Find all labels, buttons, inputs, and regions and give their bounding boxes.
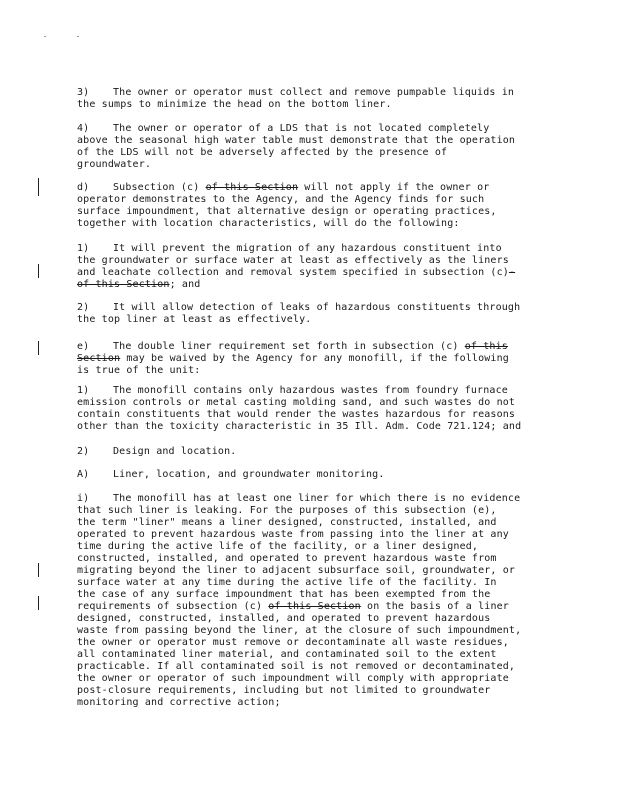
text-line (77, 517, 547, 529)
text-line (77, 218, 547, 230)
struck-text: of this (464, 341, 508, 352)
text-segment: on the basis of a liner (360, 601, 509, 612)
paragraph (77, 469, 547, 481)
paragraph (77, 385, 547, 433)
text-segment: operator demonstrates to the Agency, and the Agency finds for such (77, 194, 485, 205)
text-line (77, 194, 547, 206)
text-line (77, 589, 547, 601)
text-line (77, 365, 547, 377)
text-segment: of the LDS will not be adversely affected by the presence of (77, 147, 448, 158)
text-segment: monitoring and corrective action; (77, 697, 281, 708)
text-line (77, 446, 547, 458)
text-segment: will not apply if the owner or (298, 182, 490, 193)
revision-bar (38, 178, 39, 196)
paragraph (77, 446, 547, 458)
text-segment: that such liner is leaking. For the purposes of this subsection (e), (77, 505, 497, 516)
struck-text: - (508, 267, 516, 278)
text-line (77, 397, 547, 409)
text-segment: and leachate collection and removal system specified in subsection (c) (77, 267, 509, 278)
revision-bar (38, 264, 39, 278)
text-segment: The owner or operator of a LDS that is not located completely (113, 123, 490, 134)
text-line (77, 685, 547, 697)
revision-bar (38, 563, 39, 577)
text-segment: The double liner requirement set forth in subsection (c) (113, 341, 465, 352)
paragraph-number: A) (77, 469, 90, 480)
text-segment: Liner, location, and groundwater monitoring. (113, 469, 385, 480)
text-line (77, 553, 547, 565)
text-line (77, 601, 547, 613)
paragraph-number: 2) (77, 302, 90, 313)
text-segment: constructed, installed, and operated to prevent hazardous waste from (77, 553, 497, 564)
text-segment: time during the active life of the facility, or a liner designed, (77, 541, 479, 552)
text-line (77, 529, 547, 541)
paragraph (77, 123, 547, 171)
text-line (77, 661, 547, 673)
text-segment: post-closure requirements, including but not limited to groundwater (77, 685, 491, 696)
paragraph (77, 243, 547, 291)
text-line (77, 505, 547, 517)
text-line (77, 267, 547, 279)
paragraph-number: 3) (77, 87, 90, 98)
text-segment: surface impoundment, that alternative design or operating practices, (77, 206, 497, 217)
text-segment: requirements of subsection (c) (77, 601, 269, 612)
paragraph-number: 1) (77, 243, 90, 254)
text-line (77, 385, 547, 397)
text-segment: Subsection (c) (113, 182, 206, 193)
text-segment: designed, constructed, installed, and operated to prevent hazardous (77, 613, 491, 624)
paragraph-number: i) (77, 493, 90, 504)
scan-speck (77, 36, 79, 37)
paragraph-number: 1) (77, 385, 90, 396)
text-segment: the case of any surface impoundment that has been exempted from the (77, 589, 491, 600)
text-line (77, 541, 547, 553)
text-segment: It will allow detection of leaks of hazardous constituents through (113, 302, 521, 313)
text-line (77, 135, 547, 147)
text-segment: is true of the unit: (77, 365, 201, 376)
text-line (77, 302, 547, 314)
text-segment: It will prevent the migration of any hazardous constituent into (113, 243, 502, 254)
struck-text: of this Section (268, 601, 361, 612)
text-segment: together with location characteristics, will do the following: (77, 218, 460, 229)
text-segment: groundwater. (77, 159, 152, 170)
text-line (77, 159, 547, 171)
text-segment: surface water at any time during the active life of the facility. In (77, 577, 497, 588)
scan-speck (44, 36, 46, 37)
text-line (77, 206, 547, 218)
text-segment: all contaminated liner material, and contaminated soil to the extent (77, 649, 497, 660)
text-segment: emission controls or metal casting molding sand, and such wastes do not (77, 397, 516, 408)
paragraph (77, 341, 547, 377)
text-segment: practicable. If all contaminated soil is not removed or decontaminated, (77, 661, 516, 672)
text-line (77, 314, 547, 326)
text-line (77, 99, 547, 111)
text-line (77, 565, 547, 577)
text-line (77, 147, 547, 159)
struck-text: of this Section (205, 182, 299, 193)
text-line (77, 409, 547, 421)
text-line (77, 493, 547, 505)
text-line (77, 123, 547, 135)
struck-text: Section (77, 353, 121, 364)
text-line (77, 353, 547, 365)
text-line (77, 577, 547, 589)
text-segment: the owner or operator must remove or decontaminate all waste residues, (77, 637, 509, 648)
paragraph-number: e) (77, 341, 90, 352)
text-segment: The monofill has at least one liner for which there is no evidence (113, 493, 521, 504)
text-line (77, 421, 547, 433)
text-segment: Design and location. (113, 446, 237, 457)
text-segment: the top liner at least as effectively. (77, 314, 312, 325)
text-line (77, 182, 547, 194)
text-segment: may be waived by the Agency for any monofill, if the following (120, 353, 509, 364)
struck-text: of this Section (77, 279, 170, 290)
text-line (77, 697, 547, 709)
text-line (77, 469, 547, 481)
text-line (77, 243, 547, 255)
paragraph (77, 87, 547, 111)
text-segment: contain constituents that would render the wastes hazardous for reasons (77, 409, 516, 420)
text-segment: above the seasonal high water table must demonstrate that the operation (77, 135, 516, 146)
text-line (77, 637, 547, 649)
text-segment: migrating beyond the liner to adjacent subsurface soil, groundwater, or (77, 565, 516, 576)
text-segment: The monofill contains only hazardous wastes from foundry furnace (113, 385, 508, 396)
text-segment: the term "liner" means a liner designed, constructed, installed, and (77, 517, 497, 528)
text-segment: the sumps to minimize the head on the bottom liner. (77, 99, 392, 110)
paragraph-number: d) (77, 182, 90, 193)
paragraph-number: 4) (77, 123, 90, 134)
text-segment: waste from passing beyond the liner, at the closure of such impoundment, (77, 625, 522, 636)
text-segment: operated to prevent hazardous waste from passing into the liner at any (77, 529, 509, 540)
text-line (77, 255, 547, 267)
text-segment: the groundwater or surface water at least as effectively as the liners (77, 255, 509, 266)
text-segment: ; and (169, 279, 201, 290)
paragraph-number: 2) (77, 446, 90, 457)
revision-bar (38, 341, 39, 355)
text-segment: The owner or operator must collect and remove pumpable liquids in (113, 87, 515, 98)
text-line (77, 673, 547, 685)
text-line (77, 625, 547, 637)
text-line (77, 613, 547, 625)
text-line (77, 87, 547, 99)
text-line (77, 341, 547, 353)
text-segment: other than the toxicity characteristic in 35 Ill. Adm. Code 721.124; and (77, 421, 522, 432)
paragraph (77, 302, 547, 326)
text-line (77, 279, 547, 291)
text-segment: the owner or operator of such impoundment will comply with appropriate (77, 673, 509, 684)
text-line (77, 649, 547, 661)
paragraph (77, 493, 547, 709)
revision-bar (38, 596, 39, 610)
paragraph (77, 182, 547, 230)
